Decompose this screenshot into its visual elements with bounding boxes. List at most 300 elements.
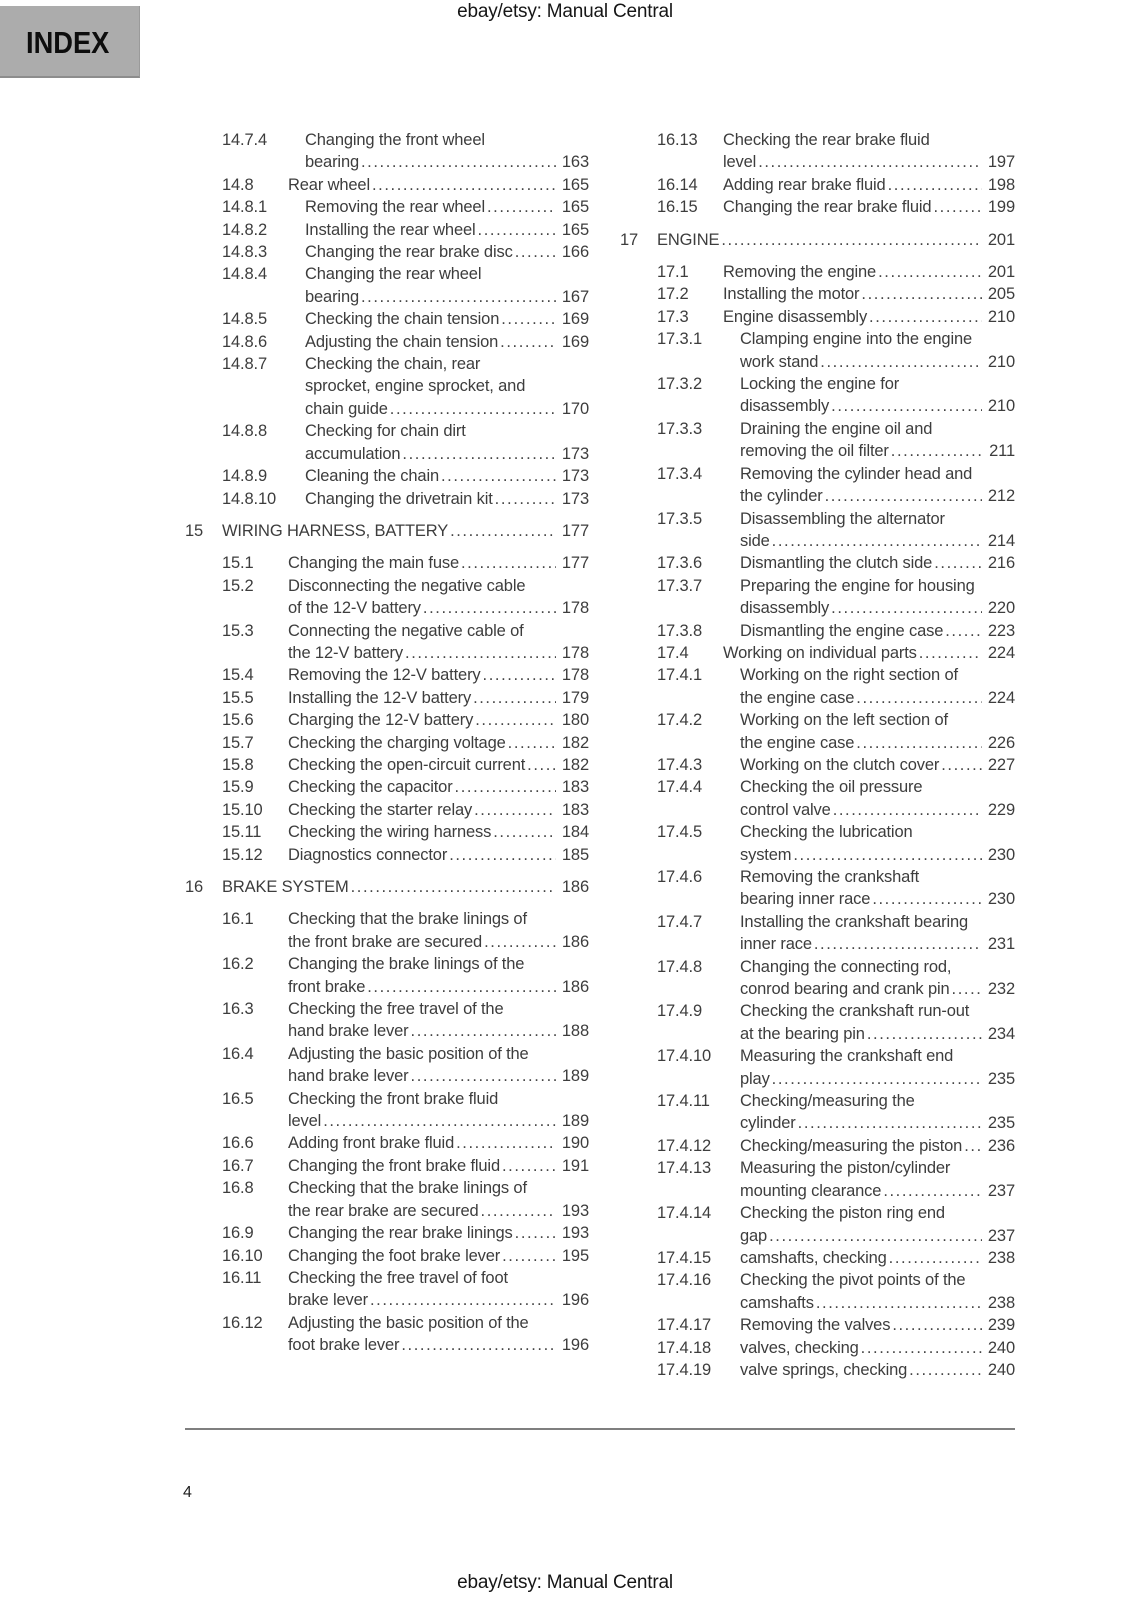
toc-entry-text xyxy=(305,465,589,487)
toc-entry-title: foot brake lever xyxy=(288,1336,400,1355)
toc-entry-number: 14.8.1 xyxy=(222,198,267,217)
toc-entry-text: Measuring the piston/cylinder mounting clearance ..... 237 xyxy=(740,1157,1015,1202)
toc-page-number: 211 xyxy=(989,442,1015,461)
toc-entry-text xyxy=(740,1359,1015,1381)
toc-page-number: 169 xyxy=(561,310,589,329)
toc-entry-number: 15.10 xyxy=(222,800,263,819)
dot-leader xyxy=(825,485,982,507)
toc-entry-title: work stand xyxy=(740,352,819,371)
toc-page-number: 179 xyxy=(561,688,589,707)
toc-page-number: 227 xyxy=(987,755,1015,774)
toc-entry-text: Clamping engine into the engine work stand ..... 210 xyxy=(740,328,1015,373)
toc-entry-text: Checking the rear brake fluid level ..... 197 xyxy=(723,129,1015,174)
toc-entry-title: disassembly xyxy=(740,599,830,618)
dot-leader xyxy=(964,1135,982,1157)
toc-entry-title: the rear brake are secured xyxy=(288,1201,479,1220)
toc-entry-title: Diagnostics connector xyxy=(288,845,448,864)
dot-leader xyxy=(793,844,982,866)
dot-leader xyxy=(772,1068,982,1090)
toc-entry-text xyxy=(723,306,1015,328)
toc-entry-text xyxy=(740,1337,1015,1359)
toc-entry-row xyxy=(620,196,1015,218)
toc-entry-text: Checking the chain, rear sprocket, engine sprocket, and chain guide ..... 170 xyxy=(305,353,589,420)
toc-entry-row xyxy=(620,754,1015,776)
toc-page-number: 238 xyxy=(987,1248,1015,1267)
toc-section-row xyxy=(620,229,1015,251)
toc-entry-row xyxy=(620,306,1015,328)
toc-entry-number: 17.4 xyxy=(657,643,689,662)
toc-entry-number: 17.3.6 xyxy=(657,554,702,573)
dot-leader xyxy=(495,488,556,510)
toc-entry-text: Changing the brake linings of the front brake ..... 186 xyxy=(288,953,589,998)
toc-entry-text xyxy=(288,776,589,798)
dot-leader xyxy=(502,1245,556,1267)
toc-entry-text xyxy=(222,876,589,898)
toc-entry-row xyxy=(185,263,589,308)
toc-section-row xyxy=(185,520,589,542)
toc-entry-text xyxy=(288,799,589,821)
toc-entry-text xyxy=(288,1132,589,1154)
dot-leader xyxy=(798,1112,982,1134)
toc-entry-title: mounting clearance xyxy=(740,1181,882,1200)
dot-leader xyxy=(484,931,556,953)
toc-page-number: 186 xyxy=(561,932,589,951)
toc-entry-text: Checking the free travel of the hand brake lever ..... 188 xyxy=(288,998,589,1043)
toc-entry-text xyxy=(288,1222,589,1244)
toc-page-number: 185 xyxy=(561,845,589,864)
toc-entry-text xyxy=(305,488,589,510)
toc-entry-text: Measuring the crankshaft end play ..... 235 xyxy=(740,1045,1015,1090)
toc-page-number: 169 xyxy=(561,332,589,351)
toc-entry-title: level xyxy=(723,153,757,172)
toc-entry-number: 14.8.6 xyxy=(222,332,267,351)
page-number: 4 xyxy=(183,1484,192,1501)
toc-page-number: 236 xyxy=(987,1136,1015,1155)
dot-leader xyxy=(945,620,982,642)
toc-entry-title: Changing the main fuse xyxy=(288,554,459,573)
toc-entry-number: 17.4.4 xyxy=(657,778,702,797)
toc-entry-number: 15.2 xyxy=(222,576,254,595)
toc-entry-title: hand brake lever xyxy=(288,1022,409,1041)
toc-page-number: 167 xyxy=(561,287,589,306)
toc-page-number: 163 xyxy=(561,153,589,172)
toc-entry-title: ENGINE xyxy=(657,230,720,249)
dot-leader xyxy=(891,440,983,462)
toc-entry-number: 17.4.19 xyxy=(657,1360,712,1379)
toc-entry-number: 14.8.5 xyxy=(222,310,267,329)
toc-entry-text xyxy=(305,308,589,330)
toc-entry-number: 16.4 xyxy=(222,1044,254,1063)
toc-entry-row xyxy=(620,1359,1015,1381)
toc-entry-number: 17.4.1 xyxy=(657,666,702,685)
toc-entry-number: 16.10 xyxy=(222,1246,263,1265)
toc-entry-row xyxy=(620,1247,1015,1269)
toc-entry-row xyxy=(185,664,589,686)
dot-leader xyxy=(390,398,556,420)
toc-entry-number: 17.2 xyxy=(657,285,689,304)
toc-entry-number: 14.8.9 xyxy=(222,467,267,486)
toc-entry-number: 14.8.4 xyxy=(222,265,267,284)
dot-leader xyxy=(351,876,556,898)
toc-entry-text: Disassembling the alternator side ..... 214 xyxy=(740,508,1015,553)
toc-entry-number: 15.5 xyxy=(222,688,254,707)
toc-entry-number: 17.4.17 xyxy=(657,1316,712,1335)
dot-leader xyxy=(856,687,982,709)
toc-entry-title: removing the oil filter xyxy=(740,442,889,461)
toc-entry-row xyxy=(620,1269,1015,1314)
toc-entry-title: Changing the rear brake fluid xyxy=(723,198,932,217)
toc-entry-text xyxy=(288,754,589,776)
dot-leader xyxy=(872,888,982,910)
toc-entry-text: Working on the right section of the engine case ..... 224 xyxy=(740,664,1015,709)
toc-page-number: 191 xyxy=(561,1156,589,1175)
dot-leader xyxy=(919,642,982,664)
toc-entry-text xyxy=(740,1247,1015,1269)
toc-entry-title: chain guide xyxy=(305,399,388,418)
dot-leader xyxy=(888,174,982,196)
toc-entry-number: 17.4.15 xyxy=(657,1248,712,1267)
toc-entry-row xyxy=(185,353,589,420)
toc-page-number: 226 xyxy=(987,733,1015,752)
toc-entry-title: Checking the chain tension xyxy=(305,310,500,329)
toc-page-number: 170 xyxy=(561,399,589,418)
toc-entry-title: Changing the drivetrain kit xyxy=(305,489,493,508)
toc-entry-row xyxy=(620,575,1015,620)
toc-entry-text xyxy=(288,732,589,754)
toc-entry-number: 14.7.4 xyxy=(222,131,267,149)
toc-entry-number: 16.1 xyxy=(222,910,254,929)
toc-entry-text xyxy=(723,196,1015,218)
dot-leader xyxy=(758,151,982,173)
toc-page-number: 189 xyxy=(561,1067,589,1086)
toc-entry-text: Adjusting the basic position of the hand brake lever ..... 189 xyxy=(288,1043,589,1088)
toc-entry-title: bearing xyxy=(305,287,359,306)
toc-entry-title: conrod bearing and crank pin xyxy=(740,980,950,999)
toc-entry-row xyxy=(620,373,1015,418)
dot-leader xyxy=(814,933,982,955)
dot-leader xyxy=(475,709,556,731)
toc-page-number: 240 xyxy=(987,1338,1015,1357)
toc-entry-row xyxy=(620,709,1015,754)
dot-leader xyxy=(883,1180,982,1202)
toc-page-number: 184 xyxy=(561,823,589,842)
dot-leader xyxy=(869,306,982,328)
dot-leader xyxy=(500,331,556,353)
toc-entry-text xyxy=(740,552,1015,574)
toc-entry-number: 16.2 xyxy=(222,955,254,974)
toc-entry-number: 16.14 xyxy=(657,175,698,194)
dot-leader xyxy=(487,196,556,218)
toc-column-right xyxy=(620,129,1015,1381)
toc-entry-number: 17.3.1 xyxy=(657,330,702,349)
toc-entry-text: Checking the oil pressure control valve ..... 229 xyxy=(740,776,1015,821)
toc-entry-row xyxy=(620,1314,1015,1336)
toc-entry-title: Adding front brake fluid xyxy=(288,1134,455,1153)
toc-page-number: 229 xyxy=(987,800,1015,819)
toc-entry-row xyxy=(620,664,1015,709)
toc-entry-title: Adjusting the chain tension xyxy=(305,332,499,351)
toc-page-number: 166 xyxy=(561,243,589,262)
toc-entry-number: 15.12 xyxy=(222,845,263,864)
toc-entry-row xyxy=(620,776,1015,821)
toc-entry-row xyxy=(185,420,589,465)
toc-page-number: 188 xyxy=(561,1022,589,1041)
toc-page-number: 190 xyxy=(561,1134,589,1153)
toc-entry-title: Changing the front brake fluid xyxy=(288,1156,500,1175)
dot-leader xyxy=(952,978,982,1000)
toc-page-number: 220 xyxy=(987,599,1015,618)
toc-entry-text: Installing the crankshaft bearing inner race ..... 231 xyxy=(740,911,1015,956)
dot-leader xyxy=(361,286,556,308)
toc-entry-title: inner race xyxy=(740,935,812,954)
toc-entry-row xyxy=(185,552,589,574)
toc-entry-number: 17.4.6 xyxy=(657,868,702,886)
toc-entry-number: 15 xyxy=(185,521,204,540)
toc-entry-text xyxy=(740,620,1015,642)
dot-leader xyxy=(889,1247,982,1269)
toc-entry-number: 16.6 xyxy=(222,1134,254,1153)
toc-entry-title: Removing the valves xyxy=(740,1316,891,1335)
toc-page-number: 237 xyxy=(987,1181,1015,1200)
toc-page-number: 230 xyxy=(987,845,1015,864)
document-footer: ebay/etsy: Manual Central xyxy=(457,1572,673,1593)
toc-entry-title: valve springs, checking xyxy=(740,1360,908,1379)
toc-entry-text xyxy=(288,174,589,196)
toc-entry-row xyxy=(185,488,589,510)
toc-entry-row xyxy=(185,1222,589,1244)
toc-entry-number: 14.8.2 xyxy=(222,220,267,239)
toc-entry-text xyxy=(305,241,589,263)
toc-entry-title: Checking the wiring harness xyxy=(288,823,492,842)
toc-entry-number: 16.11 xyxy=(222,1268,262,1287)
toc-page-number: 173 xyxy=(561,489,589,508)
toc-entry-row xyxy=(620,620,1015,642)
toc-entry-title: Dismantling the engine case xyxy=(740,621,944,640)
toc-entry-title: Cleaning the chain xyxy=(305,467,439,486)
dot-leader xyxy=(361,151,556,173)
toc-entry-row xyxy=(620,866,1015,911)
toc-page-number: 210 xyxy=(987,397,1015,416)
toc-entry-number: 17.3.8 xyxy=(657,621,702,640)
toc-entry-title: cylinder xyxy=(740,1114,796,1133)
toc-page-number: 193 xyxy=(561,1224,589,1243)
toc-entry-text xyxy=(288,664,589,686)
toc-entry-number: 14.8.3 xyxy=(222,243,267,262)
toc-entry-row xyxy=(185,1132,589,1154)
toc-entry-number: 17.4.16 xyxy=(657,1271,712,1290)
dot-leader xyxy=(721,229,982,251)
toc-entry-number: 17.3.5 xyxy=(657,509,702,528)
toc-entry-number: 17.3.4 xyxy=(657,464,702,483)
toc-entry-number: 17.4.11 xyxy=(657,1092,710,1111)
toc-entry-number: 17.4.9 xyxy=(657,1002,702,1021)
toc-page-number: 180 xyxy=(561,711,589,730)
toc-entry-text: Checking that the brake linings of the front brake are secured ..... 186 xyxy=(288,908,589,953)
toc-entry-title: disassembly xyxy=(740,397,830,416)
toc-entry-title: WIRING HARNESS, BATTERY xyxy=(222,521,449,540)
dot-leader xyxy=(411,1020,556,1042)
toc-entry-number: 17.1 xyxy=(657,263,689,282)
dot-leader xyxy=(461,552,556,574)
toc-entry-text xyxy=(305,331,589,353)
dot-leader xyxy=(501,308,556,330)
toc-page-number: 165 xyxy=(561,175,589,194)
toc-page-number: 177 xyxy=(561,554,589,573)
toc-entry-row xyxy=(185,174,589,196)
toc-entry-title: BRAKE SYSTEM xyxy=(222,878,349,896)
toc-entry-title: Installing the motor xyxy=(723,285,860,304)
toc-page-number: 240 xyxy=(987,1360,1015,1379)
toc-entry-row xyxy=(185,129,589,174)
toc-entry-number: 15.1 xyxy=(222,554,254,573)
toc-entry-row xyxy=(185,1245,589,1267)
toc-entry-title: camshafts xyxy=(740,1293,814,1312)
toc-entry-title: gap xyxy=(740,1226,768,1245)
toc-entry-text: Draining the engine oil and removing the oil filter ..... 211 xyxy=(740,418,1015,463)
toc-entry-title: play xyxy=(740,1069,770,1088)
dot-leader xyxy=(502,1155,556,1177)
toc-entry-text: Adjusting the basic position of the foot brake lever ..... 196 xyxy=(288,1312,589,1357)
toc-page-number: 198 xyxy=(987,175,1015,194)
dot-leader xyxy=(934,552,982,574)
toc-page-number: 183 xyxy=(561,778,589,797)
toc-entry-text xyxy=(740,1135,1015,1157)
toc-column-left xyxy=(185,129,589,1357)
toc-entry-number: 15.3 xyxy=(222,621,254,640)
toc-page-number: 212 xyxy=(987,487,1015,506)
dot-leader xyxy=(867,1023,982,1045)
toc-entry-row xyxy=(185,732,589,754)
dot-leader xyxy=(820,351,982,373)
dot-leader xyxy=(483,664,556,686)
toc-entry-number: 17.4.18 xyxy=(657,1338,712,1357)
toc-entry-row xyxy=(185,687,589,709)
document-header: ebay/etsy: Manual Central xyxy=(457,1,673,22)
toc-page-number: 173 xyxy=(561,467,589,486)
toc-entry-number: 16.15 xyxy=(657,198,698,217)
toc-page-number: 177 xyxy=(561,521,589,540)
toc-entry-text xyxy=(723,174,1015,196)
dot-leader xyxy=(478,219,556,241)
toc-entry-number: 16.8 xyxy=(222,1179,254,1198)
toc-entry-text: Changing the front wheel bearing ..... 163 xyxy=(305,129,589,174)
toc-page-number: 230 xyxy=(987,890,1015,909)
dot-leader xyxy=(481,1200,556,1222)
toc-entry-row xyxy=(620,1337,1015,1359)
toc-page-number: 165 xyxy=(561,220,589,239)
toc-entry-title: Removing the engine xyxy=(723,263,877,282)
toc-page-number: 205 xyxy=(987,285,1015,304)
toc-entry-number: 15.6 xyxy=(222,711,254,730)
toc-page-number: 186 xyxy=(561,977,589,996)
toc-entry-text xyxy=(222,520,589,542)
index-tab-label: INDEX xyxy=(26,25,110,60)
toc-entry-row xyxy=(185,1155,589,1177)
dot-leader xyxy=(515,1222,556,1244)
toc-entry-row xyxy=(185,776,589,798)
toc-entry-title: system xyxy=(740,845,792,864)
toc-entry-text xyxy=(305,219,589,241)
toc-page-number: 223 xyxy=(987,621,1015,640)
toc-entry-number: 15.11 xyxy=(222,823,262,842)
toc-entry-text xyxy=(723,283,1015,305)
toc-entry-number: 17.3.3 xyxy=(657,419,702,438)
dot-leader xyxy=(508,732,556,754)
toc-entry-text: Checking the front brake fluid level ..... 189 xyxy=(288,1088,589,1133)
dot-leader xyxy=(473,687,556,709)
dot-leader xyxy=(861,1337,982,1359)
toc-entry-row xyxy=(185,1088,589,1133)
toc-entry-text: Checking the crankshaft run-out at the bearing pin ..... 234 xyxy=(740,1000,1015,1045)
toc-entry-title: bearing xyxy=(305,153,359,172)
toc-entry-number: 17.3 xyxy=(657,307,689,326)
dot-leader xyxy=(456,1132,556,1154)
toc-entry-title: Engine disassembly xyxy=(723,307,868,326)
toc-entry-row xyxy=(185,953,589,998)
toc-entry-title: the engine case xyxy=(740,688,855,707)
toc-entry-row xyxy=(620,508,1015,553)
toc-page-number: 182 xyxy=(561,755,589,774)
dot-leader xyxy=(769,1225,982,1247)
dot-leader xyxy=(831,597,982,619)
toc-page-number: 195 xyxy=(561,1246,589,1265)
toc-page-number: 183 xyxy=(561,800,589,819)
toc-entry-number: 17.4.3 xyxy=(657,755,702,774)
toc-page-number: 237 xyxy=(987,1226,1015,1245)
dot-leader xyxy=(933,196,981,218)
dot-leader xyxy=(856,732,982,754)
dot-leader xyxy=(474,799,556,821)
toc-entry-number: 17.4.2 xyxy=(657,711,702,730)
dot-leader xyxy=(405,642,556,664)
toc-page-number: 193 xyxy=(561,1201,589,1220)
toc-page-number: 178 xyxy=(561,643,589,662)
toc-page-number: 232 xyxy=(987,980,1015,999)
dot-leader xyxy=(449,844,556,866)
toc-entry-row xyxy=(185,1177,589,1222)
toc-entry-text xyxy=(288,1245,589,1267)
toc-entry-row xyxy=(620,174,1015,196)
toc-entry-title: of the 12-V battery xyxy=(288,599,421,618)
toc-entry-text: Checking that the brake linings of the rear brake are secured ..... 193 xyxy=(288,1177,589,1222)
toc-entry-number: 16.12 xyxy=(222,1313,263,1332)
toc-page-number: 235 xyxy=(987,1069,1015,1088)
toc-page-number: 201 xyxy=(987,230,1015,249)
toc-entry-number: 15.7 xyxy=(222,733,254,752)
toc-entry-number: 17.3.2 xyxy=(657,375,702,394)
toc-entry-text xyxy=(288,821,589,843)
toc-page-number: 224 xyxy=(987,643,1015,662)
dot-leader xyxy=(455,776,556,798)
toc-entry-number: 16.3 xyxy=(222,1000,254,1019)
toc-entry-row xyxy=(185,709,589,731)
dot-leader xyxy=(493,821,556,843)
toc-entry-text xyxy=(288,709,589,731)
toc-page-number: 165 xyxy=(561,198,589,217)
toc-page-number: 234 xyxy=(987,1024,1015,1043)
dot-leader xyxy=(515,241,556,263)
toc-entry-title: Adding rear brake fluid xyxy=(723,175,886,194)
toc-entry-row xyxy=(620,129,1015,174)
toc-entry-title: front brake xyxy=(288,977,366,996)
toc-entry-number: 15.8 xyxy=(222,755,254,774)
toc-entry-row xyxy=(185,908,589,953)
toc-entry-title: Dismantling the clutch side xyxy=(740,554,933,573)
toc-entry-number: 15.4 xyxy=(222,666,254,685)
toc-entry-row xyxy=(620,956,1015,1001)
toc-entry-title: camshafts, checking xyxy=(740,1248,887,1267)
toc-entry-number: 14.8.10 xyxy=(222,489,277,508)
